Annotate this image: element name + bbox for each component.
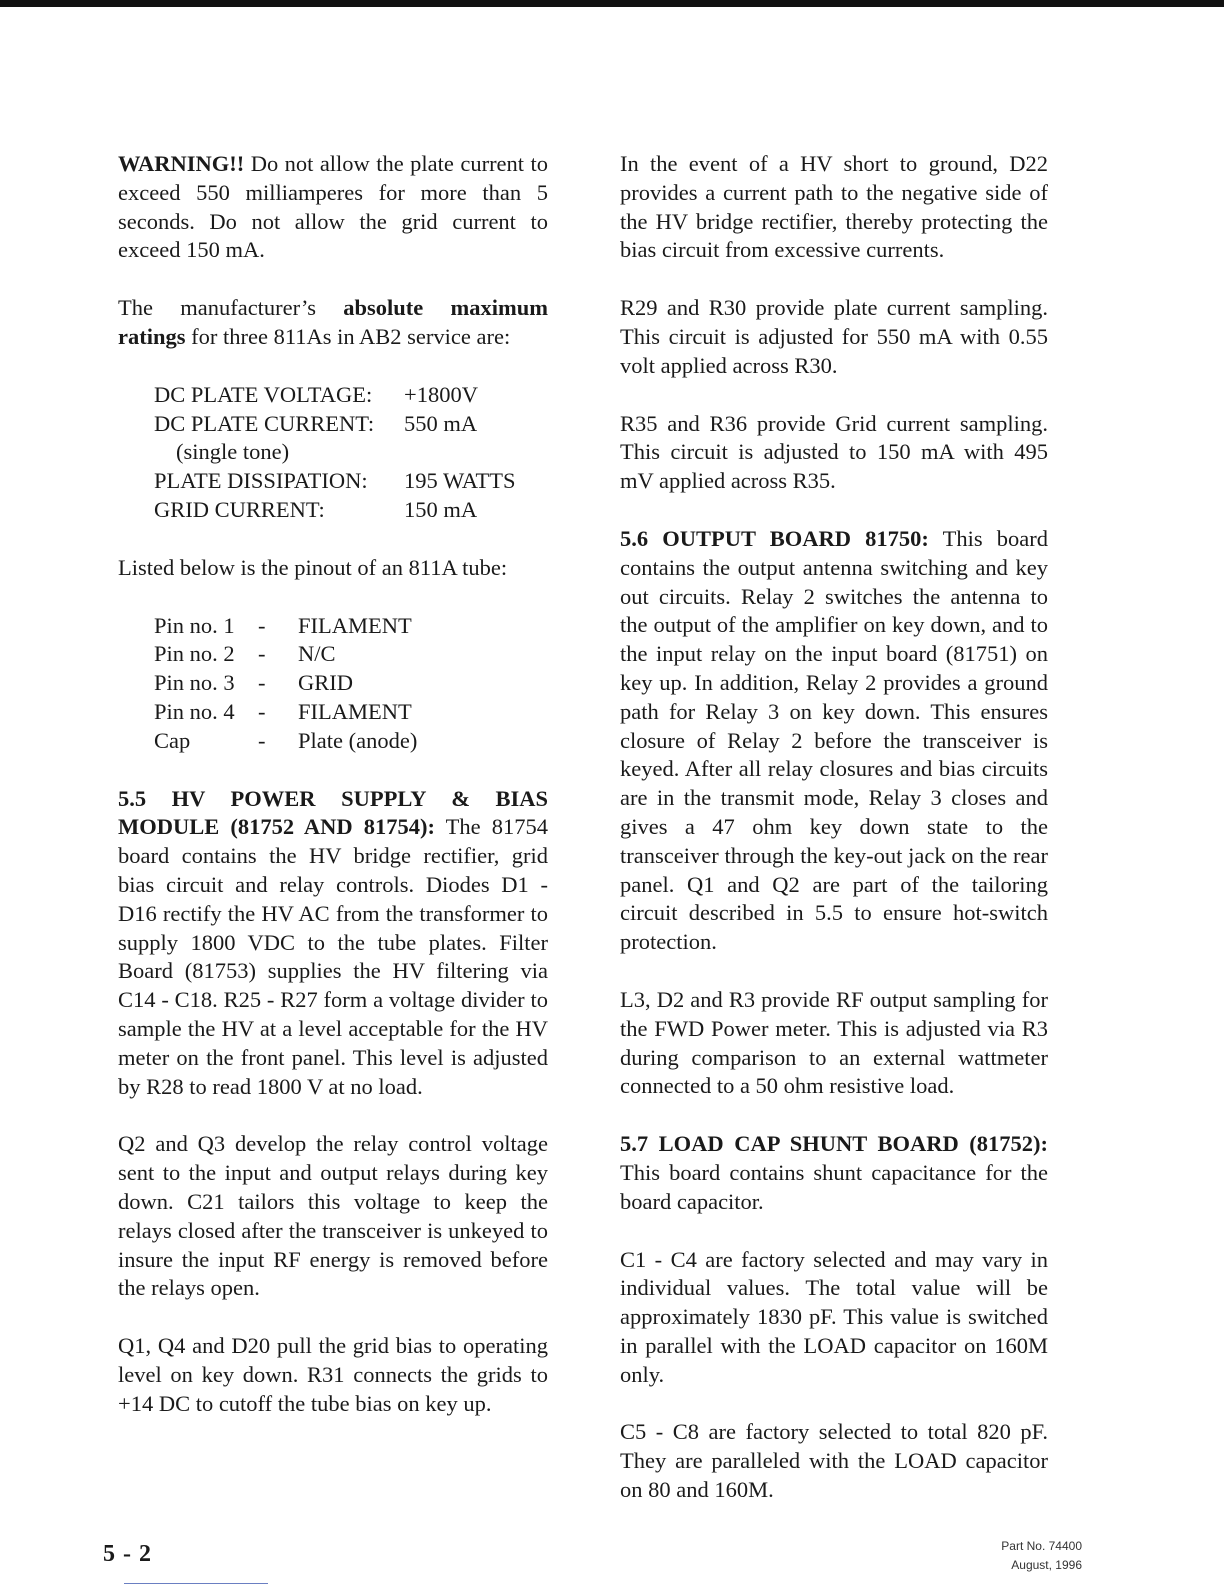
section-5-6 [620,525,1048,957]
rating-note-row [154,438,548,467]
pin-dash: - [258,698,266,724]
left-column [118,150,548,1447]
warning-title: WARNING!! [118,151,245,176]
top-border [0,0,1224,7]
pin-row [154,640,548,669]
rating-row [154,410,548,439]
pin-function: GRID [298,670,353,696]
pin-number: Pin no. 3 [154,670,235,696]
rating-label: PLATE DISSIPATION: [154,468,368,494]
rating-label: GRID CURRENT: [154,496,325,522]
ratings-intro [118,294,548,352]
ratings-intro-pre: The manufacturer’s [118,295,344,321]
pinout-intro: Listed below is the pinout of an 811A tube: [118,554,508,580]
section-5-7-text: This board contains shunt capacitance for the board capacitor. [620,1159,1048,1214]
pin-function: N/C [298,641,336,667]
l3-paragraph: L3, D2 and R3 provide RF output sampling for the FWD Power meter. This is adjusted via R3 during comparison to an external wattmeter connected to a 50 ohm resistive load. [620,986,1048,1099]
rating-value: 150 mA [404,496,478,522]
warning-text: Do not allow the plate current to exceed 550 milliamperes for more than 5 seconds. Do not allow the grid current to exceed 150 mA. [118,151,548,263]
right-column [620,150,1048,1534]
section-5-7-heading: 5.7 LOAD CAP SHUNT BOARD (81752): [620,1131,1048,1157]
rating-row [154,381,548,410]
rating-value: +1800V [404,381,478,407]
section-5-6-text: This board contains the output antenna switching and key out circuits. Relay 2 switches the antenna to the output of the amplifier on key down, and to the input relay on the input board (81751) on key up. In addition, Relay 2 provides a ground path for Relay 3 on key down. This ensures closure of Relay 2 before the transceiver is keyed. After all relay closures and bias circuits are in the transmit mode, Relay 3 closes and gives a 47 ohm key down state to the transceiver through the key-out jack on the rear panel. Q1 and Q2 are part of the tailoring circuit described in 5.5 to ensure hot-switch protection. [620,525,1048,955]
pin-row [154,669,548,698]
ratings-intro-post: for three 811As in AB2 service are: [185,323,511,349]
pin-row [154,727,548,756]
pin-number: Pin no. 4 [154,698,235,724]
section-5-5-text: The 81754 board contains the HV bridge rectifier, grid bias circuit and relay controls. Diodes D1 - D16 rectify the HV AC from the transformer to supply 1800 VDC to the tube plates. Filter Board (81753) supplies the HV filtering via C14 - C18. R25 - R27 form a voltage divider to sample the HV at a level acceptable for the HV meter on the front panel. This level is adjusted by R28 to read 1800 V at no load. [118,814,548,1099]
pin-function: Plate (anode) [298,727,418,753]
section-5-5 [118,785,548,1102]
rating-note: (single tone) [176,439,290,465]
pin-dash: - [258,670,266,696]
rating-label: DC PLATE CURRENT: [154,410,375,436]
section-5-6-heading: 5.6 OUTPUT BOARD 81750: [620,525,929,551]
pin-number: Pin no. 2 [154,641,235,667]
pin-dash: - [258,612,266,638]
pin-function: FILAMENT [298,698,412,724]
rating-label: DC PLATE VOLTAGE: [154,381,373,407]
rating-value: 550 mA [404,410,478,436]
publication-date: August, 1996 [1011,1558,1082,1572]
pin-number: Pin no. 1 [154,612,235,638]
ratings-intro-bold: absolute maximum ratings [118,295,549,349]
pinout-table [154,612,548,756]
ratings-table [154,381,548,525]
c1-c4-paragraph: C1 - C4 are factory selected and may vary in individual values. The total value will be approximately 1830 pF. This value is switched in parallel with the LOAD capacitor on 160M only. [620,1246,1048,1387]
rating-row [154,496,548,525]
pin-dash: - [258,641,266,667]
page-number: 5 - 2 [103,1541,152,1567]
d22-paragraph: In the event of a HV short to ground, D22 provides a current path to the negative side of the HV bridge rectifier, thereby protecting the bias circuit from excessive currents. [620,151,1048,263]
warning-paragraph [118,150,548,265]
c5-c8-paragraph: C5 - C8 are factory selected to total 820 pF. They are paralleled with the LOAD capacitor on 80 and 160M. [620,1419,1048,1503]
pin-function: FILAMENT [298,612,412,638]
rating-row [154,467,548,496]
r35-paragraph: R35 and R36 provide Grid current sampling. This circuit is adjusted to 150 mA with 495 mV applied across R35. [620,410,1048,494]
q1-q4-paragraph: Q1, Q4 and D20 pull the grid bias to operating level on key down. R31 connects the grids to +14 DC to cutoff the tube bias on key up. [118,1333,548,1416]
part-number: Part No. 74400 [1001,1539,1082,1553]
pin-row [154,612,548,641]
pin-row [154,698,548,727]
section-5-7 [620,1130,1048,1216]
pin-number: Cap [154,727,191,753]
pin-dash: - [258,727,266,753]
rating-value: 195 WATTS [404,468,516,494]
footer-part-info [1001,1537,1082,1575]
r29-paragraph: R29 and R30 provide plate current sampling. This circuit is adjusted for 550 mA with 0.55 volt applied across R30. [620,295,1048,378]
section-5-5-heading: 5.5 HV POWER SUPPLY & BIAS MODULE (81752 AND 81754): [118,785,548,840]
q2-q3-paragraph: Q2 and Q3 develop the relay control voltage sent to the input and output relays during key down. C21 tailors this voltage to keep the relays closed after the transceiver is unkeyed to insure the input RF energy is removed before the relays open. [118,1131,548,1301]
